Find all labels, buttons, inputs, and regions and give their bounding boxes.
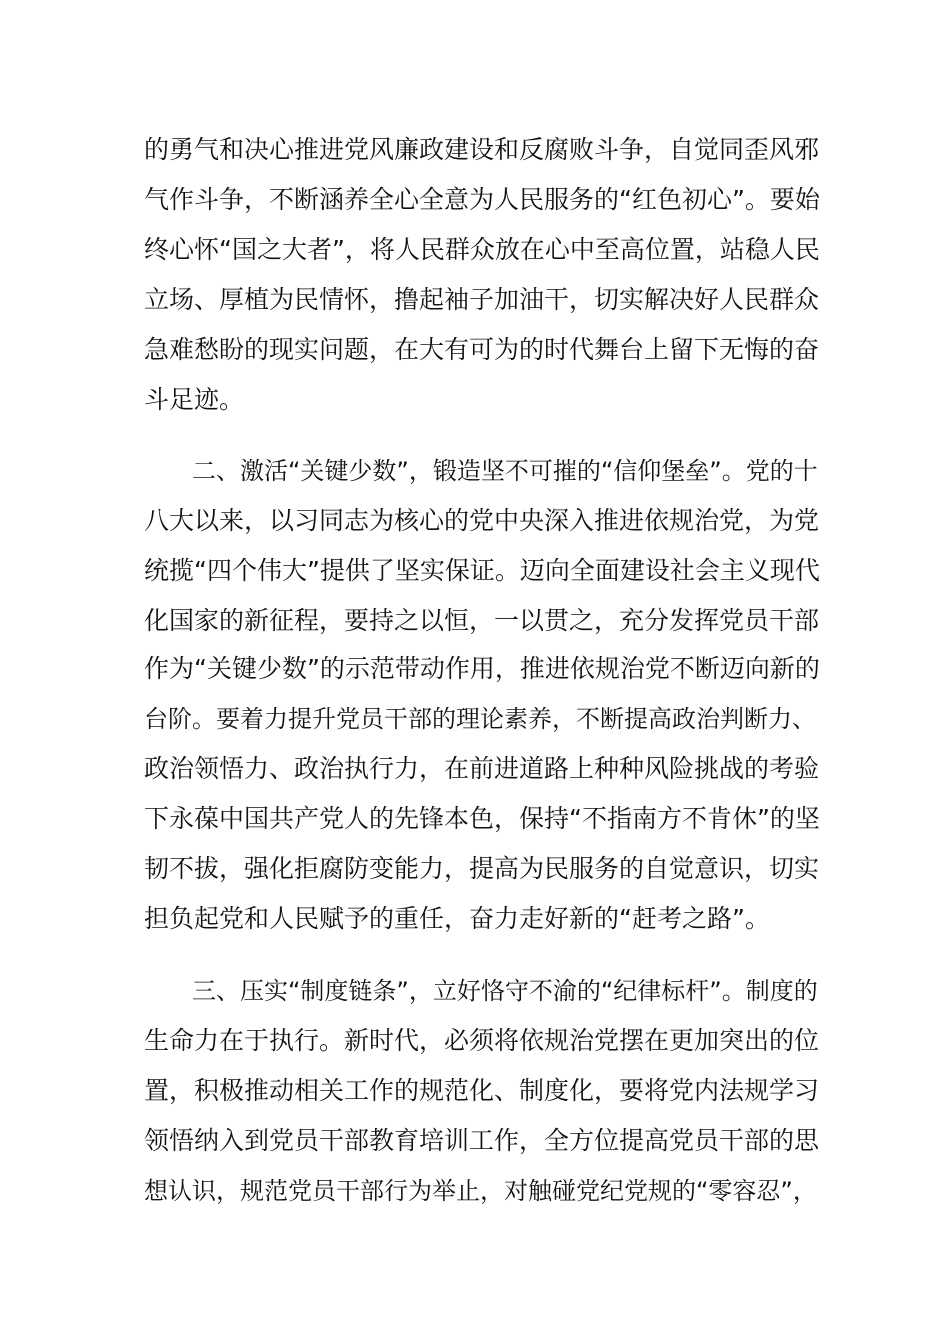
paragraph-2-line-2: 八大以来，以习同志为核心的党中央深入推进依规治党，为党 <box>144 506 820 535</box>
paragraph-3-line-4: 领悟纳入到党员干部教育培训工作，全方位提高党员干部的思 <box>144 1126 820 1155</box>
paragraph-3-line-1: 三、压实“制度链条”，立好恪守不渝的“纪律标杆”。制度的 <box>192 977 818 1005</box>
paragraph-2-line-8: 下永葆中国共产党人的先锋本色，保持“不指南方不肯休”的坚 <box>144 804 820 833</box>
paragraph-1-line-5: 急难愁盼的现实问题，在大有可为的时代舞台上留下无悔的奋 <box>144 335 820 364</box>
paragraph-2-line-7: 政治领悟力、政治执行力，在前进道路上种种风险挑战的考验 <box>144 754 820 783</box>
paragraph-3-line-2: 生命力在于执行。新时代，必须将依规治党摆在更加突出的位 <box>144 1026 820 1055</box>
paragraph-1-line-2: 气作斗争，不断涵养全心全意为人民服务的“红色初心”。要始 <box>144 185 820 214</box>
paragraph-2-line-5: 作为“关键少数”的示范带动作用，推进依规治党不断迈向新的 <box>144 654 820 683</box>
paragraph-3-line-3: 置，积极推动相关工作的规范化、制度化，要将党内法规学习 <box>144 1076 820 1105</box>
paragraph-3-line-5: 想认识，规范党员干部行为举止，对触碰党纪党规的“零容忍”， <box>144 1177 817 1205</box>
paragraph-1-line-1: 的勇气和决心推进党风廉政建设和反腐败斗争，自觉同歪风邪 <box>144 135 820 164</box>
paragraph-1-line-3: 终心怀“国之大者”，将人民群众放在心中至高位置，站稳人民 <box>144 235 820 264</box>
paragraph-2-line-9: 韧不拔，强化拒腐防变能力，提高为民服务的自觉意识，切实 <box>144 854 820 883</box>
paragraph-2-line-10: 担负起党和人民赋予的重任，奋力走好新的“赶考之路”。 <box>144 904 770 933</box>
paragraph-2-line-3: 统揽“四个伟大”提供了坚实保证。迈向全面建设社会主义现代 <box>144 556 820 585</box>
paragraph-1-line-4: 立场、厚植为民情怀，撸起袖子加油干，切实解决好人民群众 <box>144 285 820 314</box>
paragraph-2-line-1: 二、激活“关键少数”，锻造坚不可摧的“信仰堡垒”。党的十 <box>192 457 818 485</box>
paragraph-2-line-6: 台阶。要着力提升党员干部的理论素养，不断提高政治判断力、 <box>144 705 816 733</box>
paragraph-1-line-6: 斗足迹。 <box>144 385 245 414</box>
paragraph-2-line-4: 化国家的新征程，要持之以恒，一以贯之，充分发挥党员干部 <box>144 606 820 635</box>
